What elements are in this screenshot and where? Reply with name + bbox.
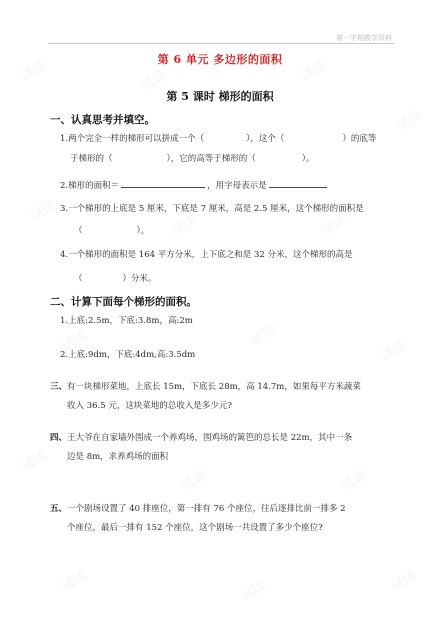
section-4-label: 四、 <box>50 433 68 443</box>
question-1-3-line-2 <box>74 225 149 237</box>
watermark: 试读 <box>378 338 410 365</box>
q1-1-text-e: ），它的高等于梯形的（ <box>166 154 256 164</box>
unit-title: 第 6 单元 多边形的面积 <box>157 53 283 66</box>
question-3-line-2: 收入 36.5 元，这块菜地的总收入是多少元? <box>67 401 232 411</box>
question-5-line-2: 个座位，最后一排有 152 个座位，这个剧场一共设置了多少个座位? <box>67 523 323 533</box>
watermark: 试读 <box>318 213 350 240</box>
q1-2-text-a: 2.梯形的面积＝ <box>60 181 120 191</box>
question-5-line-1 <box>50 503 346 515</box>
watermark: 试读 <box>178 468 210 495</box>
q1-4-text-a: （ <box>74 274 83 284</box>
header-note: 第一学期教学资料 <box>336 34 392 42</box>
watermark: 试读 <box>18 58 50 85</box>
q1-2-text-b: ，用字母表示是 <box>207 181 267 191</box>
q1-2-blank-1 <box>121 178 205 188</box>
lesson-title: 第 5 课时 梯形的面积 <box>166 90 274 103</box>
watermark: 试读 <box>388 568 420 595</box>
watermark: 试读 <box>248 323 280 350</box>
question-2-2: 2.上底:9dm，下底:4dm,高:3.5dm <box>60 350 196 360</box>
watermark: 试读 <box>28 198 60 225</box>
q1-1-text-c: ）的底等 <box>342 134 377 144</box>
section-1-heading: 一、认真思考并填空。 <box>50 114 155 126</box>
q1-2-blank-2 <box>269 178 327 188</box>
q1-3-text-a: （ <box>74 226 83 236</box>
watermark: 试读 <box>58 568 90 595</box>
watermark: 试读 <box>298 58 330 85</box>
section-2-heading: 二、计算下面每个梯形的面积。 <box>50 296 197 308</box>
watermark: 试读 <box>168 213 200 240</box>
q1-1-text-b: ），这个（ <box>246 134 285 144</box>
q1-1-text-a: 1.两个完全一样的梯形可以拼成一个（ <box>60 134 205 144</box>
question-1-4-line-2 <box>74 273 157 285</box>
question-4-line-2: 边是 8m，求养鸡场的面积 <box>67 452 169 462</box>
question-2-1: 1.上底:2.5m，下底:3.8m，高:2m <box>60 316 193 326</box>
question-5-text-1: 一个剧场设置了 40 排座位，第一排有 76 个座位，往后逐排比前一排多 2 <box>67 504 346 514</box>
q1-1-text-f: ）。 <box>301 154 315 164</box>
question-1-1-line-1 <box>60 133 376 145</box>
question-1-2 <box>60 178 329 192</box>
question-1-4-line-1: 4.一个梯形的面积是 164 平方分米，上下底之和是 32 分米，这个梯形的高是 <box>60 250 353 260</box>
watermark: 试读 <box>238 578 270 605</box>
question-4-line-1 <box>50 432 352 444</box>
watermark: 试读 <box>338 468 370 495</box>
q1-4-text-b: ）分米。 <box>122 274 157 284</box>
watermark: 试读 <box>58 328 90 355</box>
header-divider <box>48 43 394 44</box>
section-3-label: 三、 <box>50 382 68 392</box>
question-4-text-1: 王大爷在自家墙外围成一个养鸡场，围鸡场的篱笆的总长是 22m，其中一条 <box>67 433 353 443</box>
question-3-line-1 <box>50 381 361 393</box>
question-1-3-line-1: 3.一个梯形的上底是 5 厘米，下底是 7 厘米，高是 2.5 厘米，这个梯形的面积是 <box>60 204 364 214</box>
q1-3-text-b: ）。 <box>136 226 150 236</box>
watermark: 试读 <box>393 108 425 135</box>
question-3-text-1: 有一块梯形菜地，上底长 15m，下底长 28m，高 14.7m，如果每平方米蔬菜 <box>67 382 361 392</box>
watermark: 试读 <box>138 68 170 95</box>
watermark: 试读 <box>18 448 50 475</box>
q1-1-text-d: 于梯形的（ <box>70 154 113 164</box>
question-1-1-line-2 <box>70 153 315 165</box>
section-5-label: 五、 <box>50 504 68 514</box>
